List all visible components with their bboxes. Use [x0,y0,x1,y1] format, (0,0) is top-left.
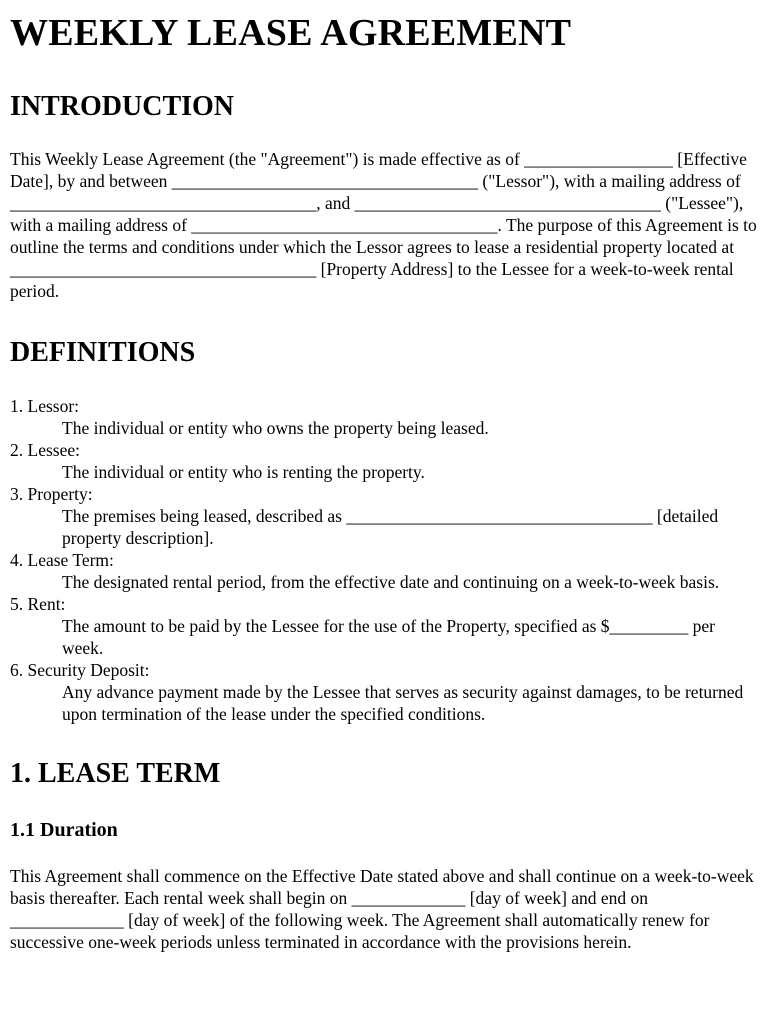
definitions-list [10,395,760,725]
definition-description: The premises being leased, described as ___________________________________ [detailed property description]. [62,506,719,548]
duration-text: This Agreement shall commence on the Effective Date stated above and shall continue on a week-to-week basis thereafter. Each rental week shall begin on _____________ [day of week] and end on _____________ [day of week] of the following week. The Agreement shall automatically renew for successive one-week periods unless terminated in accordance with the provisions herein. [10,866,754,952]
definition-item [10,549,760,593]
definition-description: The designated rental period, from the effective date and continuing on a week-to-week basis. [62,572,720,592]
introduction-text: This Weekly Lease Agreement (the "Agreement") is made effective as of _________________ [Effective Date], by and between ___________________________________ ("Lessor"), with a mailing address of ___________________________________, and ___________________________________ ("Lessee"), with a mailing address of ___________________________________. The purpose of this Agreement is to outline the terms and conditions under which the Lessor agrees to lease a residential property located at ___________________________________ [Property Address] to the Lessee for a week-to-week rental period. [10,149,757,301]
definition-item [10,439,760,483]
definition-description: The individual or entity who owns the property being leased. [62,418,489,438]
definition-item [10,593,760,659]
definition-term: 5. Rent: [10,594,66,614]
duration-heading: 1.1 Duration [10,819,118,841]
definition-description: The individual or entity who is renting the property. [62,462,425,482]
introduction-heading: INTRODUCTION [10,91,235,122]
document-title: WEEKLY LEASE AGREEMENT [10,12,572,54]
definition-term: 1. Lessor: [10,396,80,416]
definition-item [10,483,760,549]
definitions-heading: DEFINITIONS [10,337,196,368]
definition-description: Any advance payment made by the Lessee that serves as security against damages, to be returned upon termination of the lease under the specified conditions. [62,682,744,724]
definition-item [10,659,760,725]
definition-item [10,395,760,439]
definition-term: 3. Property: [10,484,93,504]
definition-term: 6. Security Deposit: [10,660,150,680]
lease-term-heading: 1. LEASE TERM [10,758,221,789]
definition-description: The amount to be paid by the Lessee for the use of the Property, specified as $_________ per week. [62,616,715,658]
definition-term: 4. Lease Term: [10,550,114,570]
definition-term: 2. Lessee: [10,440,80,460]
